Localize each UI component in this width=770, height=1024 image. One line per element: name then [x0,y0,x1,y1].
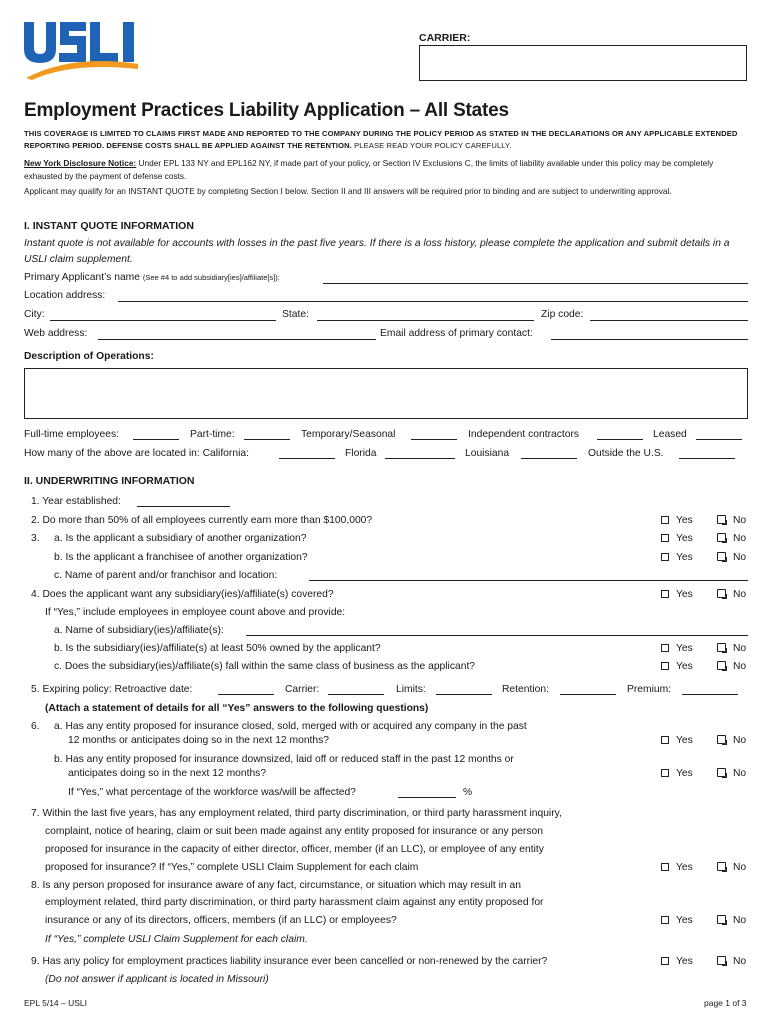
q7-no[interactable] [717,862,746,873]
q6b-no[interactable] [717,768,746,779]
checkbox-icon [717,661,726,670]
q6a-line2: 12 months or anticipates doing so in the next 12 months? [68,735,330,746]
checkbox-icon [717,589,726,598]
coverage-notice-read: PLEASE READ YOUR POLICY CAREFULLY. [354,141,512,150]
q1-field[interactable] [137,506,230,507]
q9-label: 9. Has any policy for employment practices liability insurance ever been cancelled or non-renewed by the carrier? [31,956,548,967]
q4-label: 4. Does the applicant want any subsidiary(ies)/affiliate(s) covered? [31,589,334,600]
section-2-heading: II. UNDERWRITING INFORMATION [24,475,195,487]
q4b-yes[interactable] [661,643,693,654]
florida-field[interactable] [385,458,455,459]
carrier-field[interactable] [419,45,747,81]
fulltime-field[interactable] [133,439,179,440]
q4c-yes[interactable] [661,661,693,672]
q3c-label: c. Name of parent and/or franchisor and location: [54,570,278,581]
checkbox-icon [717,643,726,652]
outside-field[interactable] [679,458,735,459]
independent-field[interactable] [597,439,643,440]
q5-retro-field[interactable] [218,694,274,695]
location-label: Location address: [24,290,106,301]
section-1-heading: I. INSTANT QUOTE INFORMATION [24,220,194,232]
checkbox-icon [661,863,669,871]
email-field[interactable] [551,339,748,340]
q2-yes[interactable] [661,515,693,526]
carrier-label: CARRIER: [419,32,471,44]
q4-yes[interactable] [661,589,693,600]
no-label: No [733,735,747,746]
coverage-notice [24,128,748,152]
no-label: No [733,862,747,873]
checkbox-icon [661,769,669,777]
outside-label: Outside the U.S. [588,448,664,459]
checkbox-icon [661,662,669,670]
usli-logo [22,18,142,82]
yes-label: Yes [676,862,693,873]
q8-line1: 8. Is any person proposed for insurance aware of any fact, circumstance, or situation which may result in an [31,880,521,891]
yes-label: Yes [676,661,693,672]
q3b-no[interactable] [717,552,746,563]
leased-label: Leased [653,429,687,440]
temporary-field[interactable] [411,439,457,440]
q4c-label: c. Does the subsidiary(ies)/affiliate(s) fall within the same class of business as the applicant? [54,661,476,672]
temporary-label: Temporary/Seasonal [301,429,396,440]
applicant-name-small: (See #4 to add subsidiary[ies]/affiliate[s]): [142,273,280,282]
q5-premium-label: Premium: [627,684,672,695]
web-label: Web address: [24,328,88,339]
state-label: State: [282,309,309,320]
q9-no[interactable] [717,956,746,967]
checkbox-icon [661,553,669,561]
checkbox-icon [661,516,669,524]
q5-premium-field[interactable] [682,694,738,695]
no-label: No [733,915,747,926]
web-field[interactable] [98,339,376,340]
description-label: Description of Operations: [24,351,154,362]
q3a-label: a. Is the applicant a subsidiary of another organization? [54,533,307,544]
q8-note: If “Yes,” complete USLI Claim Supplement for each claim. [45,934,308,945]
florida-label: Florida [345,448,377,459]
q6-number: 6. [31,721,40,732]
no-label: No [733,643,747,654]
checkbox-icon [717,862,726,871]
q6b-yes[interactable] [661,768,693,779]
q5-limits-label: Limits: [396,684,426,695]
q5-carrier-field[interactable] [328,694,384,695]
description-field[interactable] [24,368,748,419]
howmany-label: How many of the above are located in: California: [24,448,249,459]
location-field[interactable] [118,301,748,302]
no-label: No [733,533,747,544]
no-label: No [733,768,747,779]
q3c-field[interactable] [309,580,748,581]
zip-field[interactable] [590,320,748,321]
q4a-field[interactable] [246,635,748,636]
q4b-no[interactable] [717,643,746,654]
q3-number: 3. [31,533,40,544]
applicant-name-field[interactable] [323,283,748,284]
yes-label: Yes [676,735,693,746]
checkbox-icon [661,534,669,542]
q8-yes[interactable] [661,915,693,926]
city-field[interactable] [50,320,276,321]
louisiana-field[interactable] [521,458,577,459]
q6b-line2: anticipates doing so in the next 12 months? [68,768,267,779]
city-label: City: [24,309,45,320]
yes-label: Yes [676,589,693,600]
attach-note: (Attach a statement of details for all “Yes” answers to the following questions) [45,703,429,714]
q8-line2: employment related, third party discrimination, or third party harassment claim against any entity proposed for [45,897,544,908]
q5-retention-label: Retention: [502,684,549,695]
q6b-note: If “Yes,” what percentage of the workforce was/will be affected? [68,787,356,798]
applicant-name-text: Primary Applicant’s name [24,272,140,283]
checkbox-icon [717,915,726,924]
checkbox-icon [661,644,669,652]
q9-note: (Do not answer if applicant is located in Missouri) [45,974,269,985]
checkbox-icon [661,916,669,924]
yes-label: Yes [676,515,693,526]
q4c-no[interactable] [717,661,746,672]
q4a-label: a. Name of subsidiary(ies)/affiliate(s): [54,625,224,636]
q2-no[interactable] [717,515,746,526]
checkbox-icon [717,735,726,744]
zip-label: Zip code: [541,309,584,320]
yes-label: Yes [676,533,693,544]
q1-label: 1. Year established: [31,496,121,507]
q6a-line1: a. Has any entity proposed for insurance closed, sold, merged with or acquired any company in the past [54,721,527,732]
q8-no[interactable] [717,915,746,926]
no-label: No [733,552,747,563]
q4b-label: b. Is the subsidiary(ies)/affiliate(s) at least 50% owned by the applicant? [54,643,381,654]
q4-no[interactable] [717,589,746,600]
ny-disclosure-text: Under EPL 133 NY and EPL162 NY, if made part of your policy, or Section IV Exclusions C, the limits of liability available under this policy may be completely exhausted by the payment of defense costs. [24,158,714,181]
q2-label: 2. Do more than 50% of all employees currently earn more than $100,000? [31,515,373,526]
no-label: No [733,956,747,967]
q6b-percent-field[interactable] [398,797,456,798]
fulltime-label: Full-time employees: [24,429,119,440]
email-label: Email address of primary contact: [380,328,533,339]
page-number: page 1 of 3 [704,998,747,1008]
q6a-yes[interactable] [661,735,693,746]
louisiana-label: Louisiana [465,448,510,459]
parttime-label: Part-time: [190,429,235,440]
q3b-label: b. Is the applicant a franchisee of another organization? [54,552,308,563]
parttime-field[interactable] [244,439,290,440]
q6b-line1: b. Has any entity proposed for insurance downsized, laid off or reduced staff in the past 12 months or [54,754,514,765]
checkbox-icon [717,956,726,965]
independent-label: Independent contractors [468,429,580,440]
checkbox-icon [717,768,726,777]
leased-field[interactable] [696,439,742,440]
checkbox-icon [717,552,726,561]
q7-line3: proposed for insurance in the capacity of either director, officer, member (if an LLC), or employee of any entity [45,844,544,855]
coverage-notice-bold: THIS COVERAGE IS LIMITED TO CLAIMS FIRST MADE AND REPORTED TO THE COMPANY DURING THE POLICY PERIOD AS STATED IN THE DECLARATIONS OR ANY APPLICABLE EXTENDED REPORTING PERIOD. DEFENSE COSTS SHALL BE APPLIED AGAINST THE RETENTION. [24,129,738,150]
form-id: EPL 5/14 – USLI [24,998,88,1008]
section-1-note: Instant quote is not available for accounts with losses in the past five years. If there is a loss history, please complete the application and submit details in a USLI claim supplement. [24,238,730,265]
q7-line1: 7. Within the last five years, has any employment related, third party discrimination, or third party harassment inquiry, [31,808,562,819]
checkbox-icon [717,533,726,542]
q3a-no[interactable] [717,533,746,544]
q5-label: 5. Expiring policy: Retroactive date: [31,684,193,695]
q7-line2: complaint, notice of hearing, claim or suit been made against any entity proposed for insurance or any person [45,826,543,837]
q7-yes[interactable] [661,862,693,873]
no-label: No [733,661,747,672]
q6b-percent-sign: % [463,787,473,798]
yes-label: Yes [676,643,693,654]
q5-carrier-label: Carrier: [285,684,320,695]
q5-retention-field[interactable] [560,694,616,695]
instant-quote-note: Applicant may qualify for an INSTANT QUOTE by completing Section I below. Section II and III answers will be required prior to binding and are subject to underwriting approval. [24,186,672,196]
q6a-no[interactable] [717,735,746,746]
ny-disclosure [24,157,748,182]
no-label: No [733,515,747,526]
checkbox-icon [661,590,669,598]
no-label: No [733,589,747,600]
yes-label: Yes [676,768,693,779]
yes-label: Yes [676,956,693,967]
q7-line4: proposed for insurance? If “Yes,” complete USLI Claim Supplement for each claim [45,862,419,873]
q4-note: If “Yes,” include employees in employee count above and provide: [45,607,346,618]
q3b-yes[interactable] [661,552,693,563]
page-title: Employment Practices Liability Application – All States [24,100,509,121]
checkbox-icon [661,736,669,744]
yes-label: Yes [676,915,693,926]
q8-line3: insurance or any of its directors, officers, members (if an LLC) or employees? [45,915,397,926]
yes-label: Yes [676,552,693,563]
checkbox-icon [661,957,669,965]
q3a-yes[interactable] [661,533,693,544]
california-field[interactable] [279,458,335,459]
applicant-name-label [24,272,280,283]
checkbox-icon [717,515,726,524]
ny-disclosure-label: New York Disclosure Notice: [24,158,137,168]
q5-limits-field[interactable] [436,694,492,695]
state-field[interactable] [317,320,534,321]
q9-yes[interactable] [661,956,693,967]
